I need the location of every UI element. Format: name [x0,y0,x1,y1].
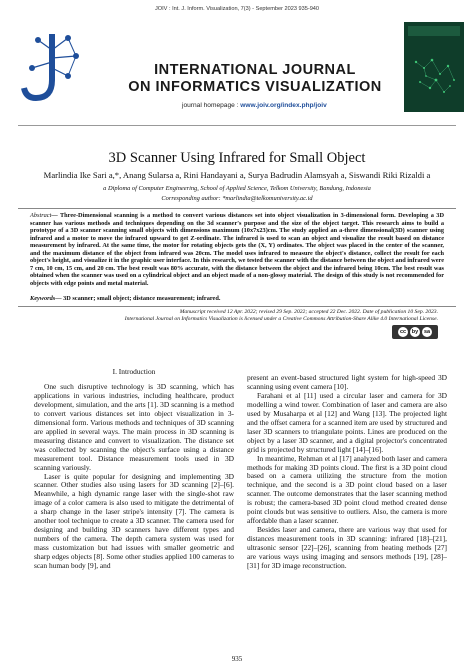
paragraph: Laser is quite popular for designing and implementing 3D scanner. Other studies also using lasers for 3D scanning [2]–[6]. Meanwhile, a high dynamic range laser with the single-shot raw image of a color camera is also used to mitigate the detrimental of a sharp change in the laser stripe's intensity [7]. The camera is another tool technique to create a 3D scanner. The camera used for designing and building 3D scanners have different types and numbers of the camera. The depth camera system was used for mass customization but had issues with smaller geometric and sharp edges objects [8]. Some other studies applied 100 cameras to scan human body [9], and [34,471,234,571]
paragraph: present an event-based structured light system for high-speed 3D scanning using event camera [10]. [247,373,447,391]
license-text: International Journal on Informatics Visualization is licensed under a Creative Commons Attribution-Share Alike 4.0 International License. [124,316,438,322]
by-icon: by [411,329,419,335]
journal-cover-image [404,22,464,112]
paper-authors: Marlindia Ike Sari a,*, Anang Sularsa a, Rini Handayani a, Surya Badrudin Alamsyah a, Siswandi Riki Rizaldi a [43,170,431,180]
journal-masthead [10,22,464,116]
journal-title [120,62,390,96]
abstract-bottom-divider [18,306,456,307]
keywords-lead: Keywords [30,295,56,302]
homepage-link[interactable]: www.joiv.org/index.php/joiv [240,102,327,109]
abstract-lead: Abstract [30,212,52,219]
sa-icon: sa [423,329,431,335]
right-column [247,374,447,571]
paper-title: 3D Scanner Using Infrared for Small Object [108,150,366,166]
keywords-text: — 3D scanner; small object; distance measurement; infrared. [55,295,221,302]
abstract-text: — Three-Dimensional scanning is a method to convert various distances set into object visualization in 3-dimensional form. Developing a 3D scanner has various methods and techniques depending on the 3d scanner's purpose and the size of the object target. This research aims to build a prototype of a 3D scanner scanning small objects with dimensions maximum (10x7x23)cm. The study applied an a-three dimensional(3D) scanner using infrared and a motor to move the infrared upward to get Z-ordinate. The infrared is used to scan an object and visualize the result based on distance measurement by infrared. At the same time, the motor for rotating objects gets the (X, Y) ordinates. The object was placed in the center of the scanner, and the maximum distance of the object from infrared was 20cm. The model uses infrared to measure the object's distance, collect the result for each object's height, and visualize it in the graphic user interface. In this research, we tested the scanner with the distance between the object and infrared were 7 cm, 10 cm, 15 cm, and 20 cm. The best result was 80% accurate, with the distance between the object and the infrared being 10cm. The best result was obtained when the scanner was used on a cylindrical object and an object made of a non-glossy material. The design of this study is not recommended for objects with edge points and metal material. [30,212,444,287]
joiv-logo-icon [18,28,88,112]
left-column [34,383,234,571]
homepage-label: journal homepage : [182,102,241,109]
journal-title-line2: ON INFORMATICS VISUALIZATION [128,79,382,95]
cc-license-badge[interactable] [392,325,438,339]
paragraph: Besides laser and camera, there are various way that used for distances measurement tools in 3D scanning: infrared [18]–[21], ultrasonic sensor [22]–[26], scanning from heating methods [27] are various ways using imaging and sensors methods [19], [28]–[31] for 3D image reconstruction. [247,525,447,571]
keywords [30,295,444,302]
corresponding-author: Corresponding author: *marlindia@telkomuniversity.ac.id [161,195,313,202]
author-affiliation: a Diploma of Computer Engineering, School of Applied Science, Telkom University, Bandung, Indonesia [103,185,371,192]
running-head: JOIV : Int. J. Inform. Visualization, 7(3) - September 2023 935-940 [154,6,320,12]
cc-icon: cc [399,329,407,335]
paragraph: Farahani et al [11] used a circular laser and camera for 3D modelling a wind tower. Combination of laser and camera are also used by Musaharpa et al [12] and Wang [13]. The projected light and the offset camera for a scanned item are used by structured and laser 3D scanners to triangulate points. Lines are produced on the object by a laser 3D scanner, and a digital projector's concentrated grid is projected by structured light [14]–[16]. [247,390,447,454]
journal-title-line1: INTERNATIONAL JOURNAL [154,62,356,78]
section-heading-introduction: I. Introduction [112,367,156,376]
paragraph: One such disruptive technology is 3D scanning, which has applications in various industries, including healthcare, product development, simulation, and the arts [1]. 3D scanning is a method to convert various distances set into object visualization in 3-dimensional form. Various methods and techniques of 3D scanning are applied in several ways. The main process in 3D scanning is measuring distance and convert to visualization. The distance set was collected by scanning the object's surface using a distance measurement tool. Distance measurement tools used in 3D scanning variously. [34,382,234,472]
abstract [30,212,444,287]
journal-homepage [182,102,327,109]
page-number: 935 [231,655,243,663]
abstract-top-divider [18,208,456,209]
manuscript-dates: Manuscript received 12 Apr. 2022; revised 29 Sep. 2022; accepted 22 Dec. 2022. Date of publication 10 Sep. 2023. [179,309,438,315]
paragraph: In meantime, Rehman et al [17] analyzed both laser and camera methods for making 3D points cloud. The first is a 3D point cloud based on a camera utilizing the structure from the motion technique, and the second is a 3D point cloud based on a laser scanner. The outcome demonstrates that the laser scanning method is robust; the camera-based 3D point cloud method created dense point clouds but was sensitive to outliers. Also, the camera is more affordable than a laser scanner. [247,453,447,526]
header-divider [18,125,456,126]
